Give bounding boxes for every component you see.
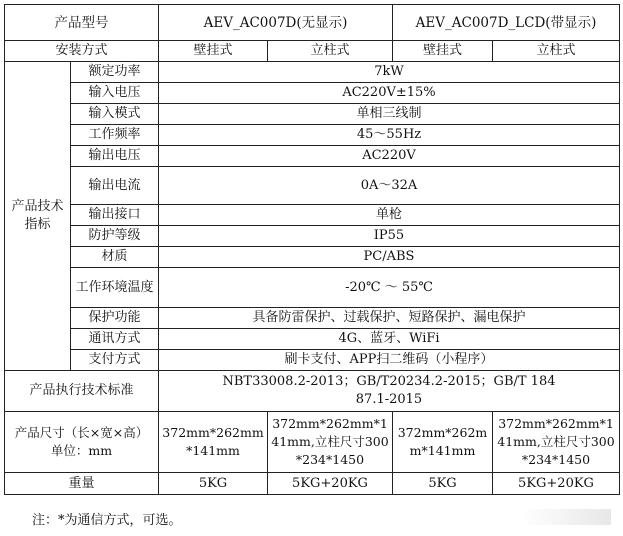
- spec-label: 防护等级: [71, 226, 159, 247]
- mount-value: 壁挂式: [393, 41, 493, 62]
- standard-row: [5, 371, 620, 412]
- spec-row: [5, 62, 620, 83]
- size-label: 产品尺寸（长×宽×高）单位：mm: [5, 412, 159, 473]
- weight-value: 5KG+20KG: [268, 473, 393, 495]
- model-b: AEV_AC007D_LCD(带显示): [393, 5, 620, 41]
- spec-value: AC220V: [159, 146, 620, 167]
- spec-label: 输出电压: [71, 146, 159, 167]
- mount-row: [5, 41, 620, 62]
- spec-value: 0A～32A: [159, 167, 620, 205]
- spec-row: [5, 167, 620, 205]
- spec-label: 支付方式: [71, 350, 159, 371]
- spec-value: IP55: [159, 226, 620, 247]
- spec-table: [4, 4, 620, 495]
- spec-label: 额定功率: [71, 62, 159, 83]
- spec-row: [5, 146, 620, 167]
- spec-row: [5, 329, 620, 350]
- spec-label: 工作环境温度: [71, 268, 159, 308]
- footnote: 注：*为通信方式，可选。: [32, 513, 182, 528]
- standard-value: NBT33008.2-2013；GB/T20234.2-2015；GB/T 18487.1-2015: [159, 371, 620, 412]
- mount-value: 壁挂式: [159, 41, 268, 62]
- spec-label: 材质: [71, 247, 159, 268]
- weight-row: [5, 473, 620, 495]
- spec-row: [5, 83, 620, 104]
- mount-label: 安装方式: [5, 41, 159, 62]
- size-value: 372mm*262mm*141mm,立柱尺寸300*234*1450: [268, 412, 393, 473]
- spec-row: [5, 125, 620, 146]
- spec-label: 通讯方式: [71, 329, 159, 350]
- spec-value: 45～55Hz: [159, 125, 620, 146]
- spec-label: 输入模式: [71, 104, 159, 125]
- spec-row: [5, 308, 620, 329]
- spec-label: 工作频率: [71, 125, 159, 146]
- spec-value: AC220V±15%: [159, 83, 620, 104]
- spec-value: -20℃ ～ 55℃: [159, 268, 620, 308]
- standard-label: 产品执行技术标准: [5, 371, 159, 412]
- tech-group-label: 产品技术指标: [5, 62, 71, 371]
- spec-value: PC/ABS: [159, 247, 620, 268]
- size-value: 372mm*262mm*141mm: [393, 412, 493, 473]
- watermark-smudge: [521, 509, 611, 525]
- spec-value: 单枪: [159, 205, 620, 226]
- spec-label: 保护功能: [71, 308, 159, 329]
- spec-label: 输出电流: [71, 167, 159, 205]
- size-value: 372mm*262mm*141mm: [159, 412, 268, 473]
- spec-row: [5, 104, 620, 125]
- model-row: [5, 5, 620, 41]
- spec-row: [5, 226, 620, 247]
- weight-value: 5KG+20KG: [493, 473, 620, 495]
- spec-value: 4G、蓝牙、WiFi: [159, 329, 620, 350]
- weight-value: 5KG: [393, 473, 493, 495]
- spec-row: [5, 350, 620, 371]
- weight-label: 重量: [5, 473, 159, 495]
- mount-value: 立柱式: [493, 41, 620, 62]
- model-a: AEV_AC007D(无显示): [159, 5, 393, 41]
- spec-row: [5, 247, 620, 268]
- spec-row: [5, 268, 620, 308]
- size-row: [5, 412, 620, 473]
- spec-value: 单相三线制: [159, 104, 620, 125]
- mount-value: 立柱式: [268, 41, 393, 62]
- weight-value: 5KG: [159, 473, 268, 495]
- spec-value: 具备防雷保护、过载保护、短路保护、漏电保护: [159, 308, 620, 329]
- model-label: 产品型号: [5, 5, 159, 41]
- spec-value: 7kW: [159, 62, 620, 83]
- size-value: 372mm*262mm*141mm,立柱尺寸300*234*1450: [493, 412, 620, 473]
- spec-value: 刷卡支付、APP扫二维码（小程序）: [159, 350, 620, 371]
- spec-label: 输入电压: [71, 83, 159, 104]
- spec-label: 输出接口: [71, 205, 159, 226]
- spec-row: [5, 205, 620, 226]
